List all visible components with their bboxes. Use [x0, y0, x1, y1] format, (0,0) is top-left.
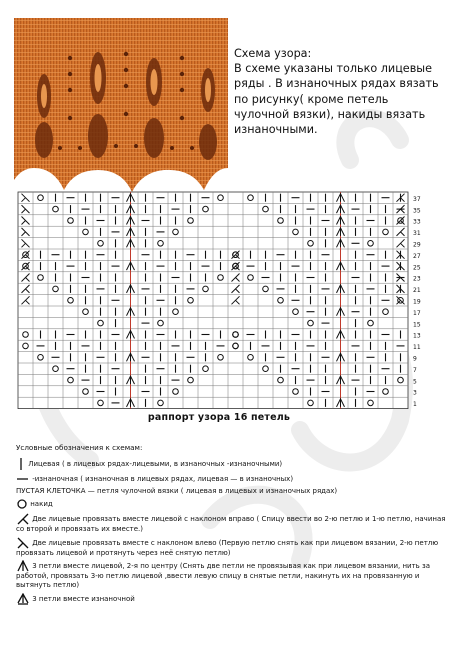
row-number: 27 [413, 252, 421, 260]
legend-p3tog [16, 593, 448, 605]
row-number: 5 [413, 378, 417, 386]
p3tog-icon [16, 593, 30, 605]
lace-photo-drawing [14, 18, 228, 194]
legend-k2tog-left-text: Две лицевые провязать вместе с наклоном влево (Первую петлю снять как при лицевом вязании, 2-ю петлю провязать лицевой и протянуть через неё снятую петлю) [16, 538, 439, 557]
legend-purl [16, 474, 448, 484]
legend-k2tog-right [16, 513, 448, 534]
caption-body: В схеме указаны только лицевые ряды . В изнаночных рядах вязать по рисунку( кроме петель чулочной вязки), накиды вязать изнаночными. [234, 62, 439, 137]
caption-title: Схема узора: [234, 47, 312, 60]
pattern-caption [234, 46, 446, 137]
legend-k2tog-left [16, 537, 448, 558]
legend-knit-text: Лицевая ( в лицевых рядах-лицевыми, в изнаночных -изнаночными) [28, 459, 283, 468]
legend-yo [16, 498, 448, 510]
row-number: 11 [413, 344, 421, 352]
row-number: 21 [413, 287, 421, 295]
legend-yo-text: накид [30, 500, 53, 509]
row-number: 23 [413, 275, 421, 283]
k2tog-left-icon [16, 537, 30, 549]
row-number: 25 [413, 264, 421, 272]
row-number: 19 [413, 298, 421, 306]
row-number: 15 [413, 321, 421, 329]
knitting-chart [14, 190, 444, 448]
yarn-over-icon [16, 498, 28, 510]
row-number: 9 [413, 355, 417, 363]
legend-k2tog-right-text: Две лицевые провязать вместе лицевой с наклоном вправо ( Спицу ввести во 2-ю петлю и 1-ю петлю, начиная со второй и провязать их вместе.) [16, 515, 446, 534]
legend-p3tog-text: 3 петли вместе изнаночной [32, 594, 135, 603]
row-number: 31 [413, 230, 421, 238]
purl-stitch-icon [16, 474, 30, 484]
row-number: 3 [413, 389, 417, 397]
legend-k3tog-text: 3 петли вместе лицевой, 2-я по центру (Снять две петли не провязывая как при лицевом вязании, нить за работой, провязать 3-ю петлю лицевой ,ввести левую спицу в снятые петли, накинуть их на провязанную и вытянуть петлю) [16, 562, 431, 589]
chart-title: раппорт узора 16 петель [147, 412, 291, 423]
row-number: 13 [413, 332, 421, 340]
knitted-sample-photo [14, 18, 228, 194]
chart-grid [14, 190, 444, 418]
legend-knit [16, 457, 448, 471]
row-number: 35 [413, 207, 421, 215]
legend-heading: Условные обозначения к схемам: [16, 443, 143, 452]
row-number: 33 [413, 218, 421, 226]
symbol-legend [16, 444, 448, 608]
k3tog-center-icon [16, 560, 30, 572]
row-number: 17 [413, 309, 421, 317]
row-number: 29 [413, 241, 421, 249]
row-number: 7 [413, 366, 417, 374]
k2tog-right-icon [16, 513, 30, 525]
legend-empty [16, 487, 448, 496]
knit-stitch-icon [16, 457, 26, 471]
legend-empty-text: ПУСТАЯ КЛЕТОЧКА — петля чулочной вязки ( лицевая в лицевых и изнаночных рядах) [16, 486, 338, 495]
row-number: 37 [413, 195, 421, 203]
legend-k3tog [16, 560, 448, 589]
legend-purl-text: -изнаночная ( изнаночная в лицевых рядах, лицевая — в изнаночных) [32, 474, 294, 483]
row-number: 1 [413, 401, 417, 409]
